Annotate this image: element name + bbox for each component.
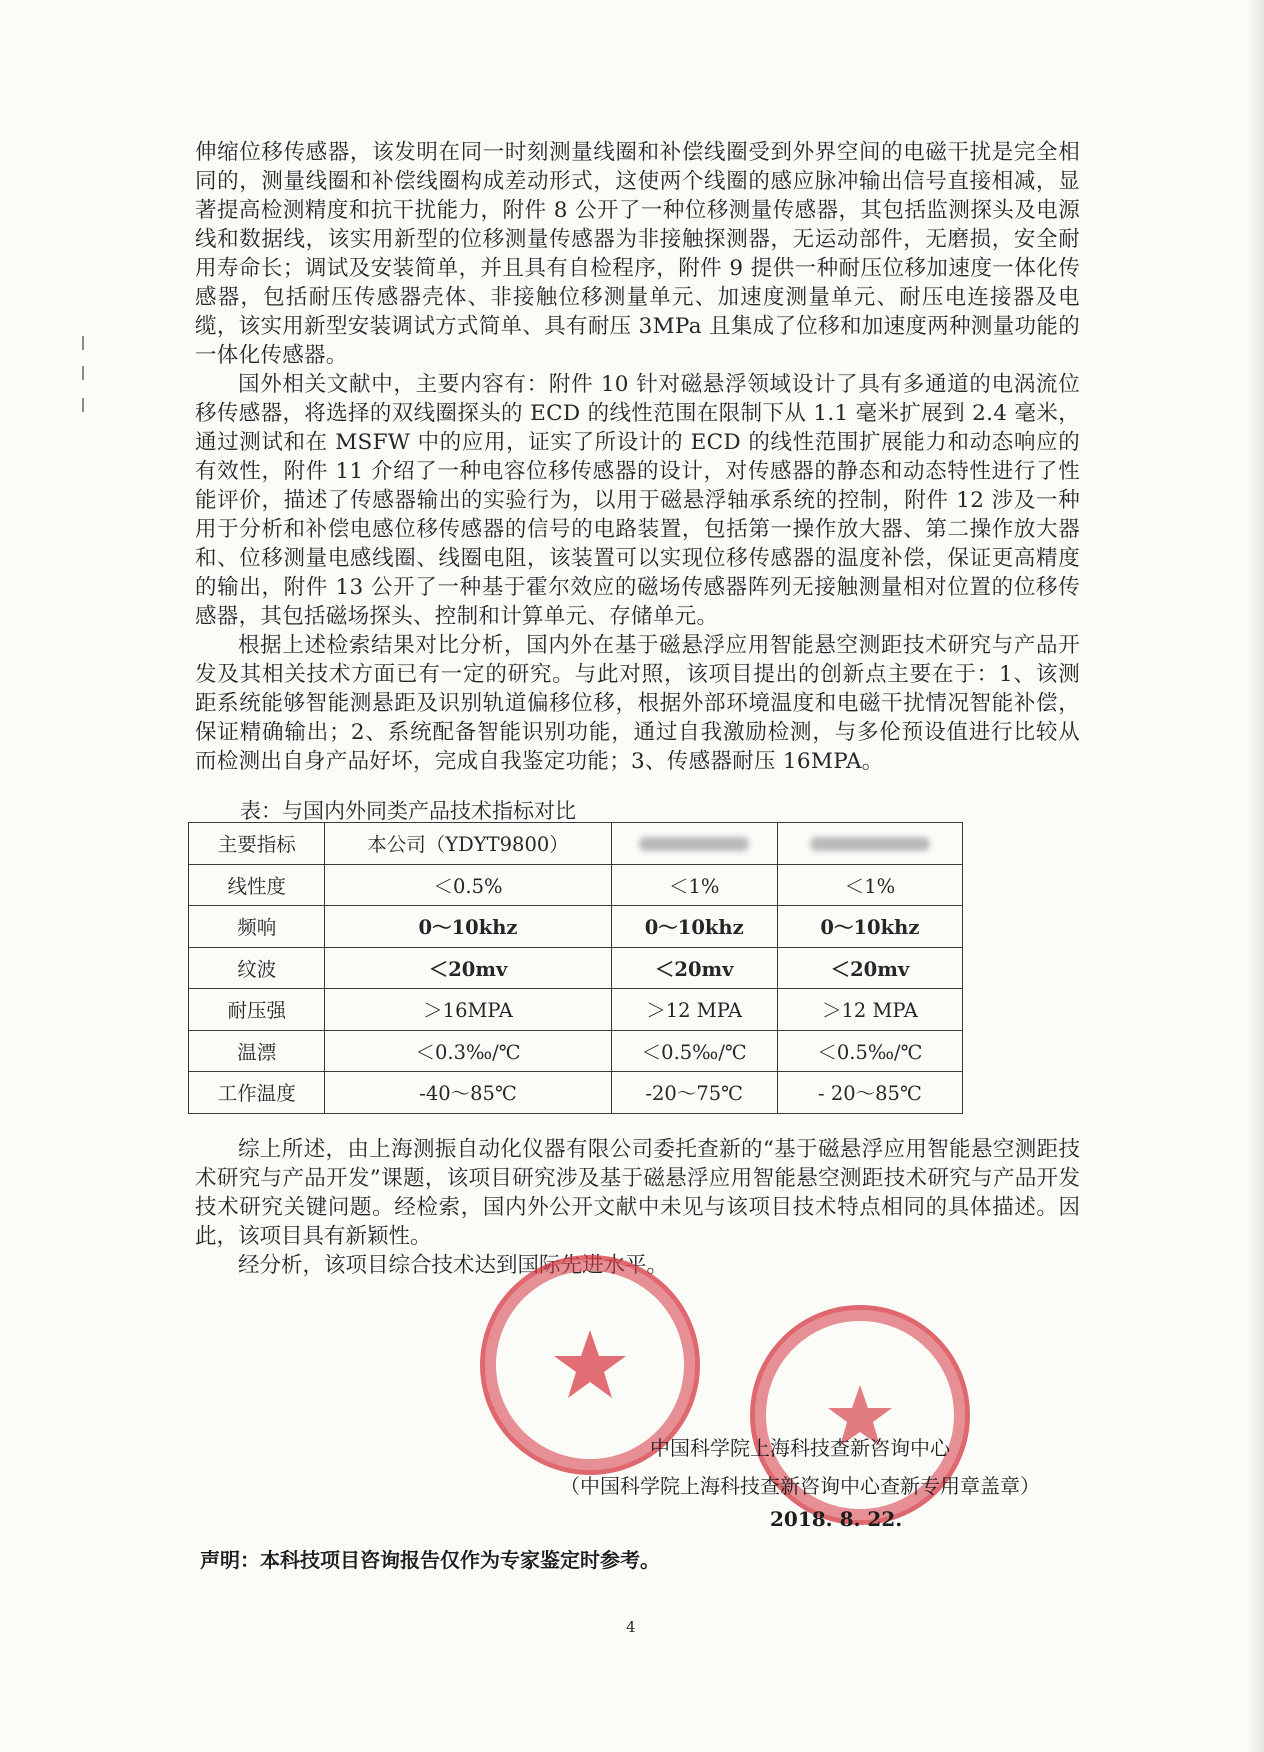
table-cell: ＜1% <box>611 864 777 906</box>
table-cell: ＜20mv <box>325 947 611 989</box>
table-cell: ＜0.5% <box>325 864 611 906</box>
table-row <box>189 1072 963 1114</box>
margin-mark <box>82 336 84 350</box>
paragraph-conclusion: 综上所述，由上海测振自动化仪器有限公司委托查新的“基于磁悬浮应用智能悬空测距技术研究与产品开发”课题，该项目研究涉及基于磁悬浮应用智能悬空测距技术研究与产品开发技术研究关键问题。经检索，国内外公开文献中未见与该项目技术特点相同的具体描述。因此，该项目具有新颖性。 <box>195 1137 1080 1249</box>
table-cell: ＜1% <box>777 864 962 906</box>
body-text-lower <box>195 1135 1080 1280</box>
margin-mark <box>82 366 84 380</box>
table-cell: ＜0.5‰/℃ <box>611 1030 777 1072</box>
table-cell: 频响 <box>189 906 325 948</box>
table-cell: ＜0.3‰/℃ <box>325 1030 611 1072</box>
table-cell: ＞12 MPA <box>611 989 777 1031</box>
star-icon <box>554 1330 626 1398</box>
table-cell: - 20～85℃ <box>777 1072 962 1114</box>
table-cell: 线性度 <box>189 864 325 906</box>
table-cell: ＜20mv <box>611 947 777 989</box>
issuing-organization: 中国科学院上海科技查新咨询中心 <box>650 1436 950 1460</box>
table-cell: 耐压强 <box>189 989 325 1031</box>
body-text-upper <box>195 138 1080 776</box>
table-header-row <box>189 823 963 865</box>
table-row <box>189 864 963 906</box>
table-cell: 温漂 <box>189 1030 325 1072</box>
paragraph-comparison-analysis: 根据上述检索结果对比分析，国内外在基于磁悬浮应用智能悬空测距技术研究与产品开发及其相关技术方面已有一定的研究。与此对照，该项目提出的创新点主要在于：1、该测距系统能够智能测悬距及识别轨道偏移位移，根据外部环境温度和电磁干扰情况智能补偿，保证精确输出；2、系统配备智能识别功能，通过自我激励检测，与多伦预设值进行比较从而检测出自身产品好坏，完成自我鉴定功能；3、传感器耐压 16MPA。 <box>195 633 1080 774</box>
page-number: 4 <box>626 1618 636 1636</box>
table-cell: 纹波 <box>189 947 325 989</box>
table-row <box>189 906 963 948</box>
comparison-table <box>188 822 963 1114</box>
paragraph-foreign-literature: 国外相关文献中，主要内容有：附件 10 针对磁悬浮领域设计了具有多通道的电涡流位移传感器，将选择的双线圈探头的 ECD 的线性范围在限制下从 1.1 毫米扩展到 2.4 毫米，通过测试和在 MSFW 中的应用，证实了所设计的 ECD 的线性范围扩展能力和动态响应的有效性，附件 11 介绍了一种电容位移传感器的设计，对传感器的静态和动态特性进行了性能评价，描述了传感器输出的实验行为，以用于磁悬浮轴承系统的控制，附件 12 涉及一种用于分析和补偿电感位移传感器的信号的电路装置，包括第一操作放大器、第二操作放大器和、位移测量电感线圈、线圈电阻，该装置可以实现位移传感器的温度补偿，保证更高精度的输出，附件 13 公开了一种基于霍尔效应的磁场传感器阵列无接触测量相对位置的位移传感器，其包括磁场探头、控制和计算单元、存储单元。 <box>195 372 1080 629</box>
header-cell-redacted <box>777 823 962 865</box>
table-cell: ＞16MPA <box>325 989 611 1031</box>
redacted-company-name <box>810 837 930 851</box>
paragraph-domestic-patents: 伸缩位移传感器，该发明在同一时刻测量线圈和补偿线圈受到外界空间的电磁干扰是完全相同的，测量线圈和补偿线圈构成差动形式，这使两个线圈的感应脉冲输出信号直接相减，显著提高检测精度和抗干扰能力，附件 8 公开了一种位移测量传感器，其包括监测探头及电源线和数据线，该实用新型的位移测量传感器为非接触探测器，无运动部件，无磨损，安全耐用寿命长；调试及安装简单，并且具有自检程序，附件 9 提供一种耐压位移加速度一体化传感器，包括耐压传感器壳体、非接触位移测量单元、加速度测量单元、耐压电连接器及电缆，该实用新型安装调试方式简单、具有耐压 3MPa 且集成了位移和加速度两种测量功能的一体化传感器。 <box>195 140 1080 368</box>
table-cell: 0～10khz <box>611 906 777 948</box>
table-cell: 工作温度 <box>189 1072 325 1114</box>
header-cell-redacted <box>611 823 777 865</box>
table-cell: 0～10khz <box>777 906 962 948</box>
disclaimer-statement: 声明：本科技项目咨询报告仅作为专家鉴定时参考。 <box>200 1548 660 1572</box>
table-cell: ＜20mv <box>777 947 962 989</box>
table-cell: -20～75℃ <box>611 1072 777 1114</box>
paragraph-assessment: 经分析，该项目综合技术达到国际先进水平。 <box>238 1253 669 1278</box>
report-date: 2018. 8. 22. <box>770 1507 903 1531</box>
page-edge-shadow <box>1246 0 1264 1752</box>
table-caption: 表：与国内外同类产品技术指标对比 <box>240 799 576 823</box>
table-row <box>189 989 963 1031</box>
header-cell-company: 本公司（YDYT9800） <box>325 823 611 865</box>
table-row <box>189 947 963 989</box>
margin-mark <box>82 398 84 412</box>
table-row <box>189 1030 963 1072</box>
seal-note: （中国科学院上海科技查新咨询中心查新专用章盖章） <box>560 1474 1040 1498</box>
redacted-company-name <box>639 837 749 851</box>
table-cell: ＞12 MPA <box>777 989 962 1031</box>
table-cell: 0～10khz <box>325 906 611 948</box>
table-cell: -40～85℃ <box>325 1072 611 1114</box>
header-cell-indicator: 主要指标 <box>189 823 325 865</box>
table-cell: ＜0.5‰/℃ <box>777 1030 962 1072</box>
